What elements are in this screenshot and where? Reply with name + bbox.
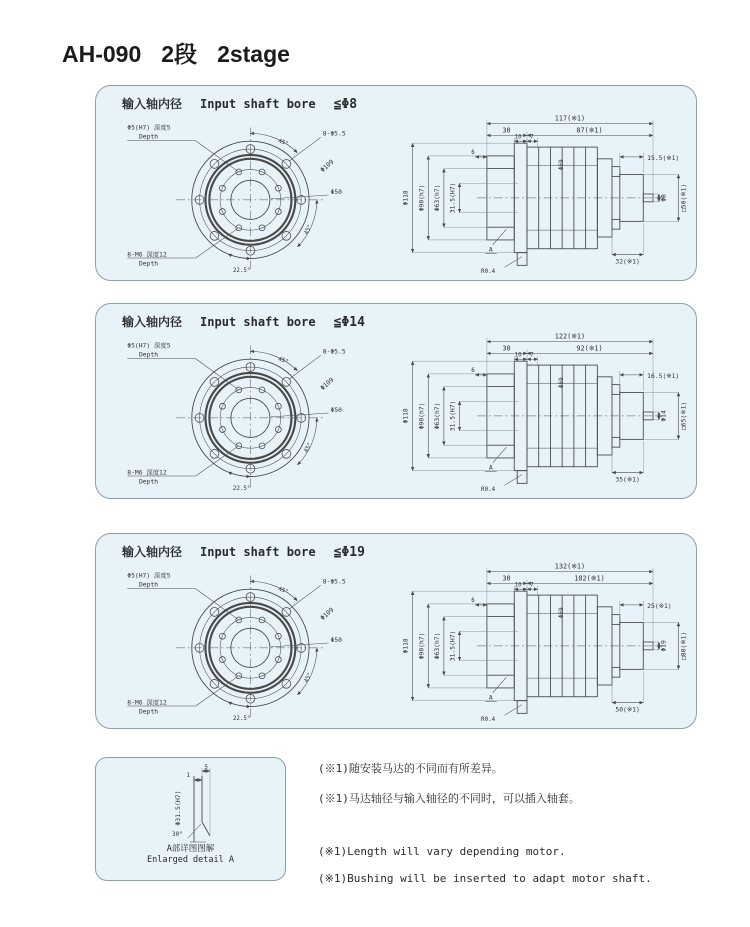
bore-dia-label: Φ50 [330, 407, 343, 414]
dim-square: □80(※1) [680, 631, 688, 661]
dim-shaft: Φ8 [660, 194, 668, 202]
header-en: Input shaft bore [200, 315, 316, 329]
dim-10: 10 [514, 352, 522, 359]
detail-caption [96, 844, 285, 866]
dim-6: 6 [471, 149, 475, 156]
detail-angle-label: 30° [172, 831, 183, 838]
dim-69: Φ69 [559, 607, 566, 618]
enlarged-detail-panel [95, 757, 286, 881]
bore-limit: ≦Φ19 [333, 545, 365, 560]
ring-dia-label: Φ109 [319, 606, 336, 622]
pin-hole-label: Φ5(H7) 深度5 [127, 572, 171, 580]
detail-bore-label: Φ31.5(H7) [174, 790, 182, 826]
gearbox-drawing-svg [103, 326, 691, 498]
dim-10: 10 [514, 582, 522, 589]
bolt-holes-label: 8-Φ5.5 [322, 348, 346, 356]
dim-under: 50(※1) [615, 706, 640, 714]
dim-6: 6 [471, 367, 475, 374]
dim-total: 132(※1) [554, 562, 586, 571]
dim-7: 7 [530, 352, 534, 359]
dim-total: 122(※1) [554, 332, 586, 341]
note-en-2: (※1)Bushing will be inserted to adapt motor shaft. [318, 872, 652, 885]
pin-hole-depth-label: Depth [139, 581, 159, 589]
dim-rear: 92(※1) [576, 344, 603, 353]
bolt-holes-label: 8-Φ5.5 [322, 130, 346, 138]
front-view [127, 123, 346, 275]
bore-limit: ≦Φ8 [333, 97, 358, 112]
dim-motor: 25(※1) [647, 602, 672, 610]
ring-dia-label: Φ109 [319, 376, 336, 392]
dim-square: □65(※1) [680, 401, 688, 431]
pin-hole-depth-label: Depth [139, 351, 159, 359]
dim-118: Φ118 [402, 190, 410, 206]
dim-63: Φ63(h7) [434, 402, 442, 430]
dim-90: Φ90(h7) [418, 184, 426, 212]
bolt-holes-label: 8-Φ5.5 [322, 578, 346, 586]
header-en: Input shaft bore [200, 545, 316, 559]
dim-shaft: Φ19 [660, 640, 668, 652]
bore-limit: ≦Φ14 [333, 315, 365, 330]
panel-bore-8 [95, 85, 697, 281]
dim-under: 35(※1) [615, 476, 640, 484]
header-en: Input shaft bore [200, 97, 316, 111]
footnotes [318, 760, 652, 899]
dim-90: Φ90(h7) [418, 402, 426, 430]
dim-315: 31.5(H7) [449, 182, 457, 214]
enlarged-detail-svg [104, 762, 279, 850]
dim-front: 30 [502, 574, 511, 583]
angle-top-label: 45° [277, 586, 290, 596]
ring-dia-label: Φ109 [319, 158, 336, 174]
angle-bottom-label: 22.5° [232, 268, 251, 275]
angle-side-label: 45° [303, 223, 314, 236]
front-view [127, 341, 346, 493]
note-en-1: (※1)Length will vary depending motor. [318, 845, 566, 858]
side-view [403, 333, 688, 493]
dim-118: Φ118 [402, 408, 410, 424]
bore-dia-label: Φ50 [330, 189, 343, 196]
tap-holes-label: 8-M6 深度12 [127, 251, 167, 259]
header-cn: 输入轴内径 [122, 545, 183, 559]
drawing-area [103, 326, 691, 498]
angle-bottom-label: 22.5° [232, 716, 251, 723]
detail-dim-top: 5 [204, 764, 208, 771]
detail-caption-cn: A部详图图解 [166, 844, 215, 854]
dim-315: 31.5(H7) [449, 400, 457, 432]
detail-a-marker: A [488, 246, 493, 254]
tap-holes-label: 8-M6 深度12 [127, 469, 167, 477]
dim-radius: R0.4 [481, 717, 496, 724]
detail-a-marker: A [488, 464, 493, 472]
title-stage-cn: 2段 [161, 41, 198, 67]
angle-bottom-label: 22.5° [232, 486, 251, 493]
dim-7: 7 [530, 582, 534, 589]
dim-63: Φ63(h7) [434, 184, 442, 212]
note-cn-1: (※1)随安装马达的不同而有所差异。 [318, 762, 503, 775]
header-cn: 输入轴内径 [122, 97, 183, 111]
dim-radius: R0.4 [481, 487, 496, 494]
angle-top-label: 45° [277, 138, 290, 148]
page-title [62, 36, 290, 69]
dim-front: 30 [502, 344, 511, 353]
panel-bore-14 [95, 303, 697, 499]
drawing-area [103, 556, 691, 728]
tap-holes-depth-label: Depth [139, 478, 159, 486]
angle-side-label: 45° [303, 671, 314, 684]
header-cn: 输入轴内径 [122, 315, 183, 329]
dim-69: Φ69 [559, 159, 566, 170]
dim-rear: 87(※1) [576, 126, 603, 135]
dim-63: Φ63(h7) [434, 632, 442, 660]
dim-90: Φ90(h7) [418, 632, 426, 660]
note-cn-2: (※1)马达轴径与输入轴径的不同时，可以插入轴套。 [318, 792, 580, 805]
dim-10: 10 [514, 134, 522, 141]
title-stage-en: 2stage [217, 41, 290, 67]
dim-rear: 102(※1) [574, 574, 605, 583]
pin-hole-label: Φ5(H7) 深度5 [127, 342, 171, 350]
title-model: AH-090 [62, 41, 142, 67]
side-view [403, 563, 688, 723]
side-view [403, 115, 688, 275]
front-view [127, 571, 346, 723]
dim-118: Φ118 [402, 638, 410, 654]
panel-bore-19 [95, 533, 697, 729]
dim-under: 32(※1) [615, 258, 640, 266]
drawing-area [103, 108, 691, 280]
gearbox-drawing-svg [103, 556, 691, 728]
dim-radius: R0.4 [481, 269, 496, 276]
angle-top-label: 45° [277, 356, 290, 366]
tap-holes-depth-label: Depth [139, 708, 159, 716]
dim-front: 30 [502, 126, 511, 135]
dim-square: □50(※1) [680, 183, 688, 213]
tap-holes-depth-label: Depth [139, 260, 159, 268]
gearbox-drawing-svg [103, 108, 691, 280]
dim-motor: 15.5(※1) [647, 154, 680, 162]
detail-dim-wall: 1 [186, 772, 190, 779]
pin-hole-label: Φ5(H7) 深度5 [127, 124, 171, 132]
dim-total: 117(※1) [554, 114, 586, 123]
dim-6: 6 [471, 597, 475, 604]
bore-dia-label: Φ50 [330, 637, 343, 644]
dim-shaft: Φ14 [660, 410, 668, 422]
dim-315: 31.5(H7) [449, 630, 457, 662]
dim-7: 7 [530, 134, 534, 141]
angle-side-label: 45° [303, 441, 314, 454]
detail-caption-en: Enlarged detail A [147, 855, 234, 865]
dim-69: Φ69 [559, 377, 566, 388]
detail-a-marker: A [488, 694, 493, 702]
pin-hole-depth-label: Depth [139, 133, 159, 141]
tap-holes-label: 8-M6 深度12 [127, 699, 167, 707]
dim-motor: 16.5(※1) [647, 372, 680, 380]
